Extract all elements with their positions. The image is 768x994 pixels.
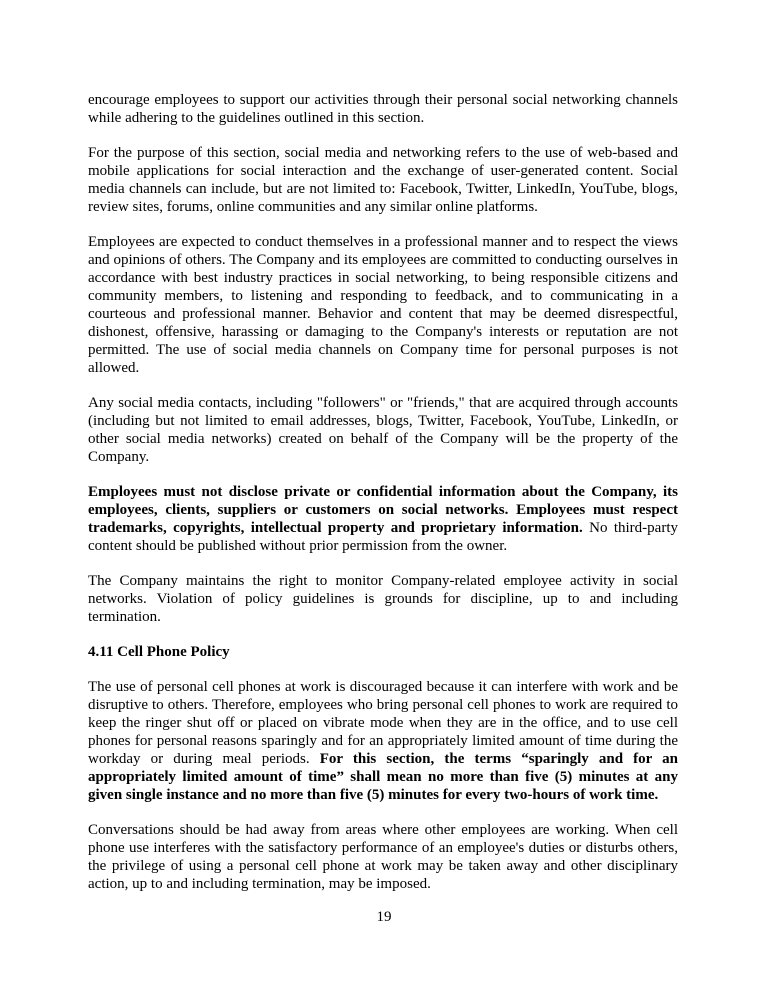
paragraph-social-media-contacts [88,394,682,466]
paragraph-cell-phone-usage [88,678,682,804]
paragraph-confidential-information [88,483,682,555]
paragraph-text: The Company maintains the right to monitor Company-related employee activity in social networks. Violation of policy guidelines is grounds for discipline, up to and including termination. [88,573,682,625]
paragraph-social-media-definition [88,144,682,216]
page-number: 19 [376,909,392,925]
paragraph-social-media-continuation [88,91,682,127]
paragraph-text: Any social media contacts, including "followers" or "friends," that are acquired through accounts (including but not limited to email addresses, blogs, Twitter, Facebook, YouTube, LinkedIn, or other social media networks) created on behalf of the Company will be the property of the Company. [88,395,682,465]
paragraph-social-media-conduct [88,233,682,377]
paragraph-text: For the purpose of this section, social media and networking refers to the use of web-based and mobile applications for social interaction and the exchange of user-generated content. Social media channels can include, but are not limited to: Facebook, Twitter, LinkedIn, YouTube, blogs, review sites, forums, online communities and any similar online platforms. [88,145,682,215]
section-heading-cell-phone-policy: 4.11 Cell Phone Policy [88,644,230,660]
paragraph-monitoring [88,572,682,626]
paragraph-text-bold: Employees must not disclose private or confidential information about the Company, its employees, clients, suppliers or customers on social networks. Employees must respect trademarks, copyrights, intellectual property and proprietary information. [88,484,682,536]
paragraph-text: Employees are expected to conduct themselves in a professional manner and to respect the views and opinions of others. The Company and its employees are committed to conducting ourselves in accordance with best industry practices in social networking, to being responsible citizens and community members, to listening and responding to feedback, and to communicating in a courteous and professional manner. Behavior and content that may be deemed disrespectful, dishonest, offensive, harassing or damaging to the Company's interests or reputation are not permitted. The use of social media channels on Company time for personal purposes is not allowed. [88,234,682,376]
paragraph-text-bold: For this section, the terms “sparingly and for an appropriately limited amount of time” shall mean no more than five (5) minutes at any given single instance and no more than five (5) minutes for every two-hours of work time. [88,751,682,803]
paragraph-text: No third-party content should be published without prior permission from the owner. [88,520,682,554]
document-body [88,91,682,910]
paragraph-cell-phone-conversations [88,821,682,893]
paragraph-text: Conversations should be had away from areas where other employees are working. When cell phone use interferes with the satisfactory performance of an employee's duties or disturbs others, the privilege of using a personal cell phone at work may be taken away and other disciplinary action, up to and including termination, may be imposed. [88,822,682,892]
paragraph-text: encourage employees to support our activities through their personal social networking channels while adhering to the guidelines outlined in this section. [88,92,682,126]
paragraph-text: The use of personal cell phones at work is discouraged because it can interfere with work and be disruptive to others. Therefore, employees who bring personal cell phones to work are required to keep the ringer shut off or placed on vibrate mode when they are in the office, and to use cell phones for personal reasons sparingly and for an appropriately limited amount of time during the workday or during meal periods. [88,679,682,767]
